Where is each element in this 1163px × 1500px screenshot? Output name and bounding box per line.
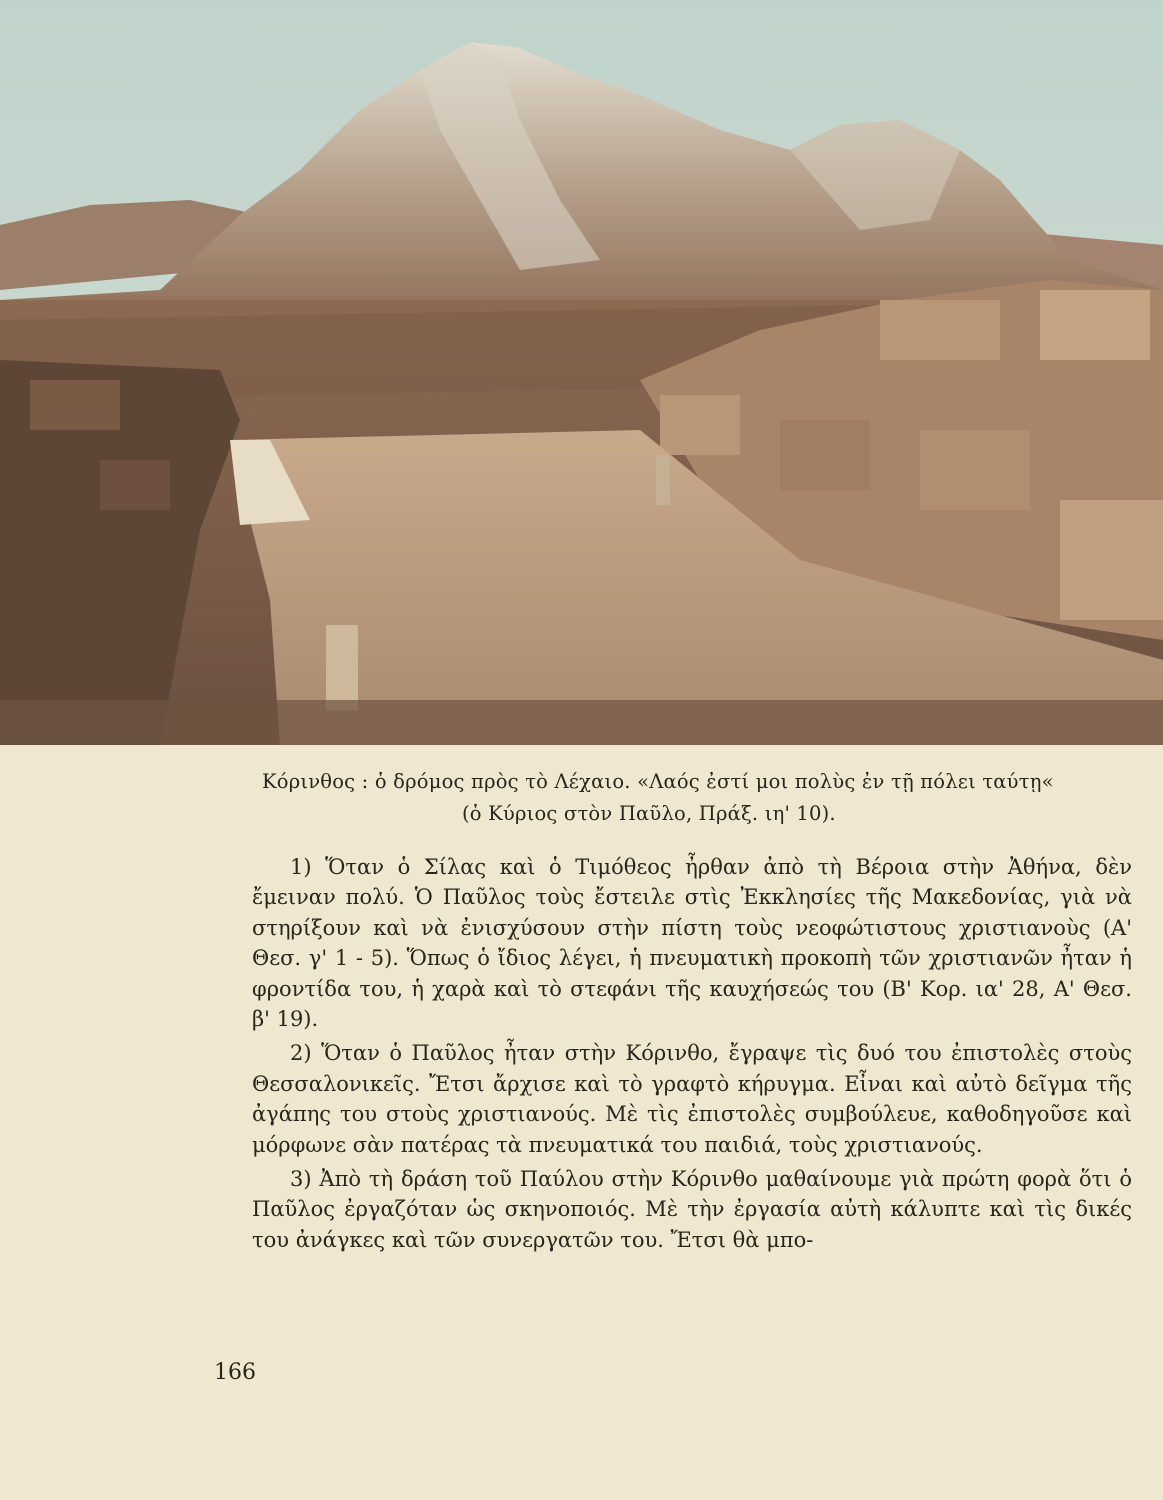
caption-line-2: (ὁ Κύριος στὸν Παῦλο, Πράξ. ιη' 10). (462, 802, 836, 825)
paragraph-3: 3) Ἀπὸ τὴ δράση τοῦ Παύλου στὴν Κόρινθο μαθαίνουμε γιὰ πρώτη φορὰ ὅτι ὁ Παῦλος ἐργαζόταν ὡς σκηνοποιός. Μὲ τὴν ἐργασία αὐτὴ κάλυπτε καὶ τὶς δικές του ἀνάγκες καὶ τῶν συνεργατῶν του. Ἔτσι θὰ μπο- (252, 1167, 1132, 1252)
page-number: 166 (214, 1360, 256, 1385)
body-text (252, 852, 1132, 1255)
caption-line-1: Κόρινθος : ὁ δρόμος πρὸς τὸ Λέχαιο. «Λαός ἐστί μοι πολὺς ἐν τῇ πόλει ταύτῃ« (262, 770, 1054, 793)
photo-caption (262, 766, 1132, 830)
photo-ancient-corinth-lechaion-road (0, 0, 1163, 745)
paragraph-2: 2) Ὅταν ὁ Παῦλος ἦταν στὴν Κόρινθο, ἔγραψε τὶς δυό του ἐπιστολὲς στοὺς Θεσσαλονικεῖς. Ἔτσι ἄρχισε καὶ τὸ γραφτὸ κήρυγμα. Εἶναι καὶ αὐτὸ δεῖγμα τῆς ἀγάπης του στοὺς χριστιανούς. Μὲ τὶς ἐπιστολὲς συμβούλευε, καθοδηγοῦσε καὶ μόρφωνε σὰν πατέρας τὰ πνευματικά του παιδιά, τοὺς χριστιανούς. (252, 1041, 1132, 1157)
paragraph-1: 1) Ὅταν ὁ Σίλας καὶ ὁ Τιμόθεος ἦρθαν ἀπὸ τὴ Βέροια στὴν Ἀθήνα, δὲν ἔμειναν πολύ. Ὁ Παῦλος τοὺς ἔστειλε στὶς Ἐκκλησίες τῆς Μακεδονίας, γιὰ νὰ στηρίξουν καὶ νὰ ἐνισχύσουν στὴν πίστη τοὺς νεοφώτιστους χριστιανοὺς (Α' Θεσ. γ' 1 - 5). Ὅπως ὁ ἴδιος λέγει, ἡ πνευματικὴ προκοπὴ τῶν χριστιανῶν ἦταν ἡ φροντίδα του, ἡ χαρὰ καὶ τὸ στεφάνι τῆς καυχήσεώς του (Β' Κορ. ια' 28, Α' Θεσ. β' 19). (252, 855, 1132, 1032)
